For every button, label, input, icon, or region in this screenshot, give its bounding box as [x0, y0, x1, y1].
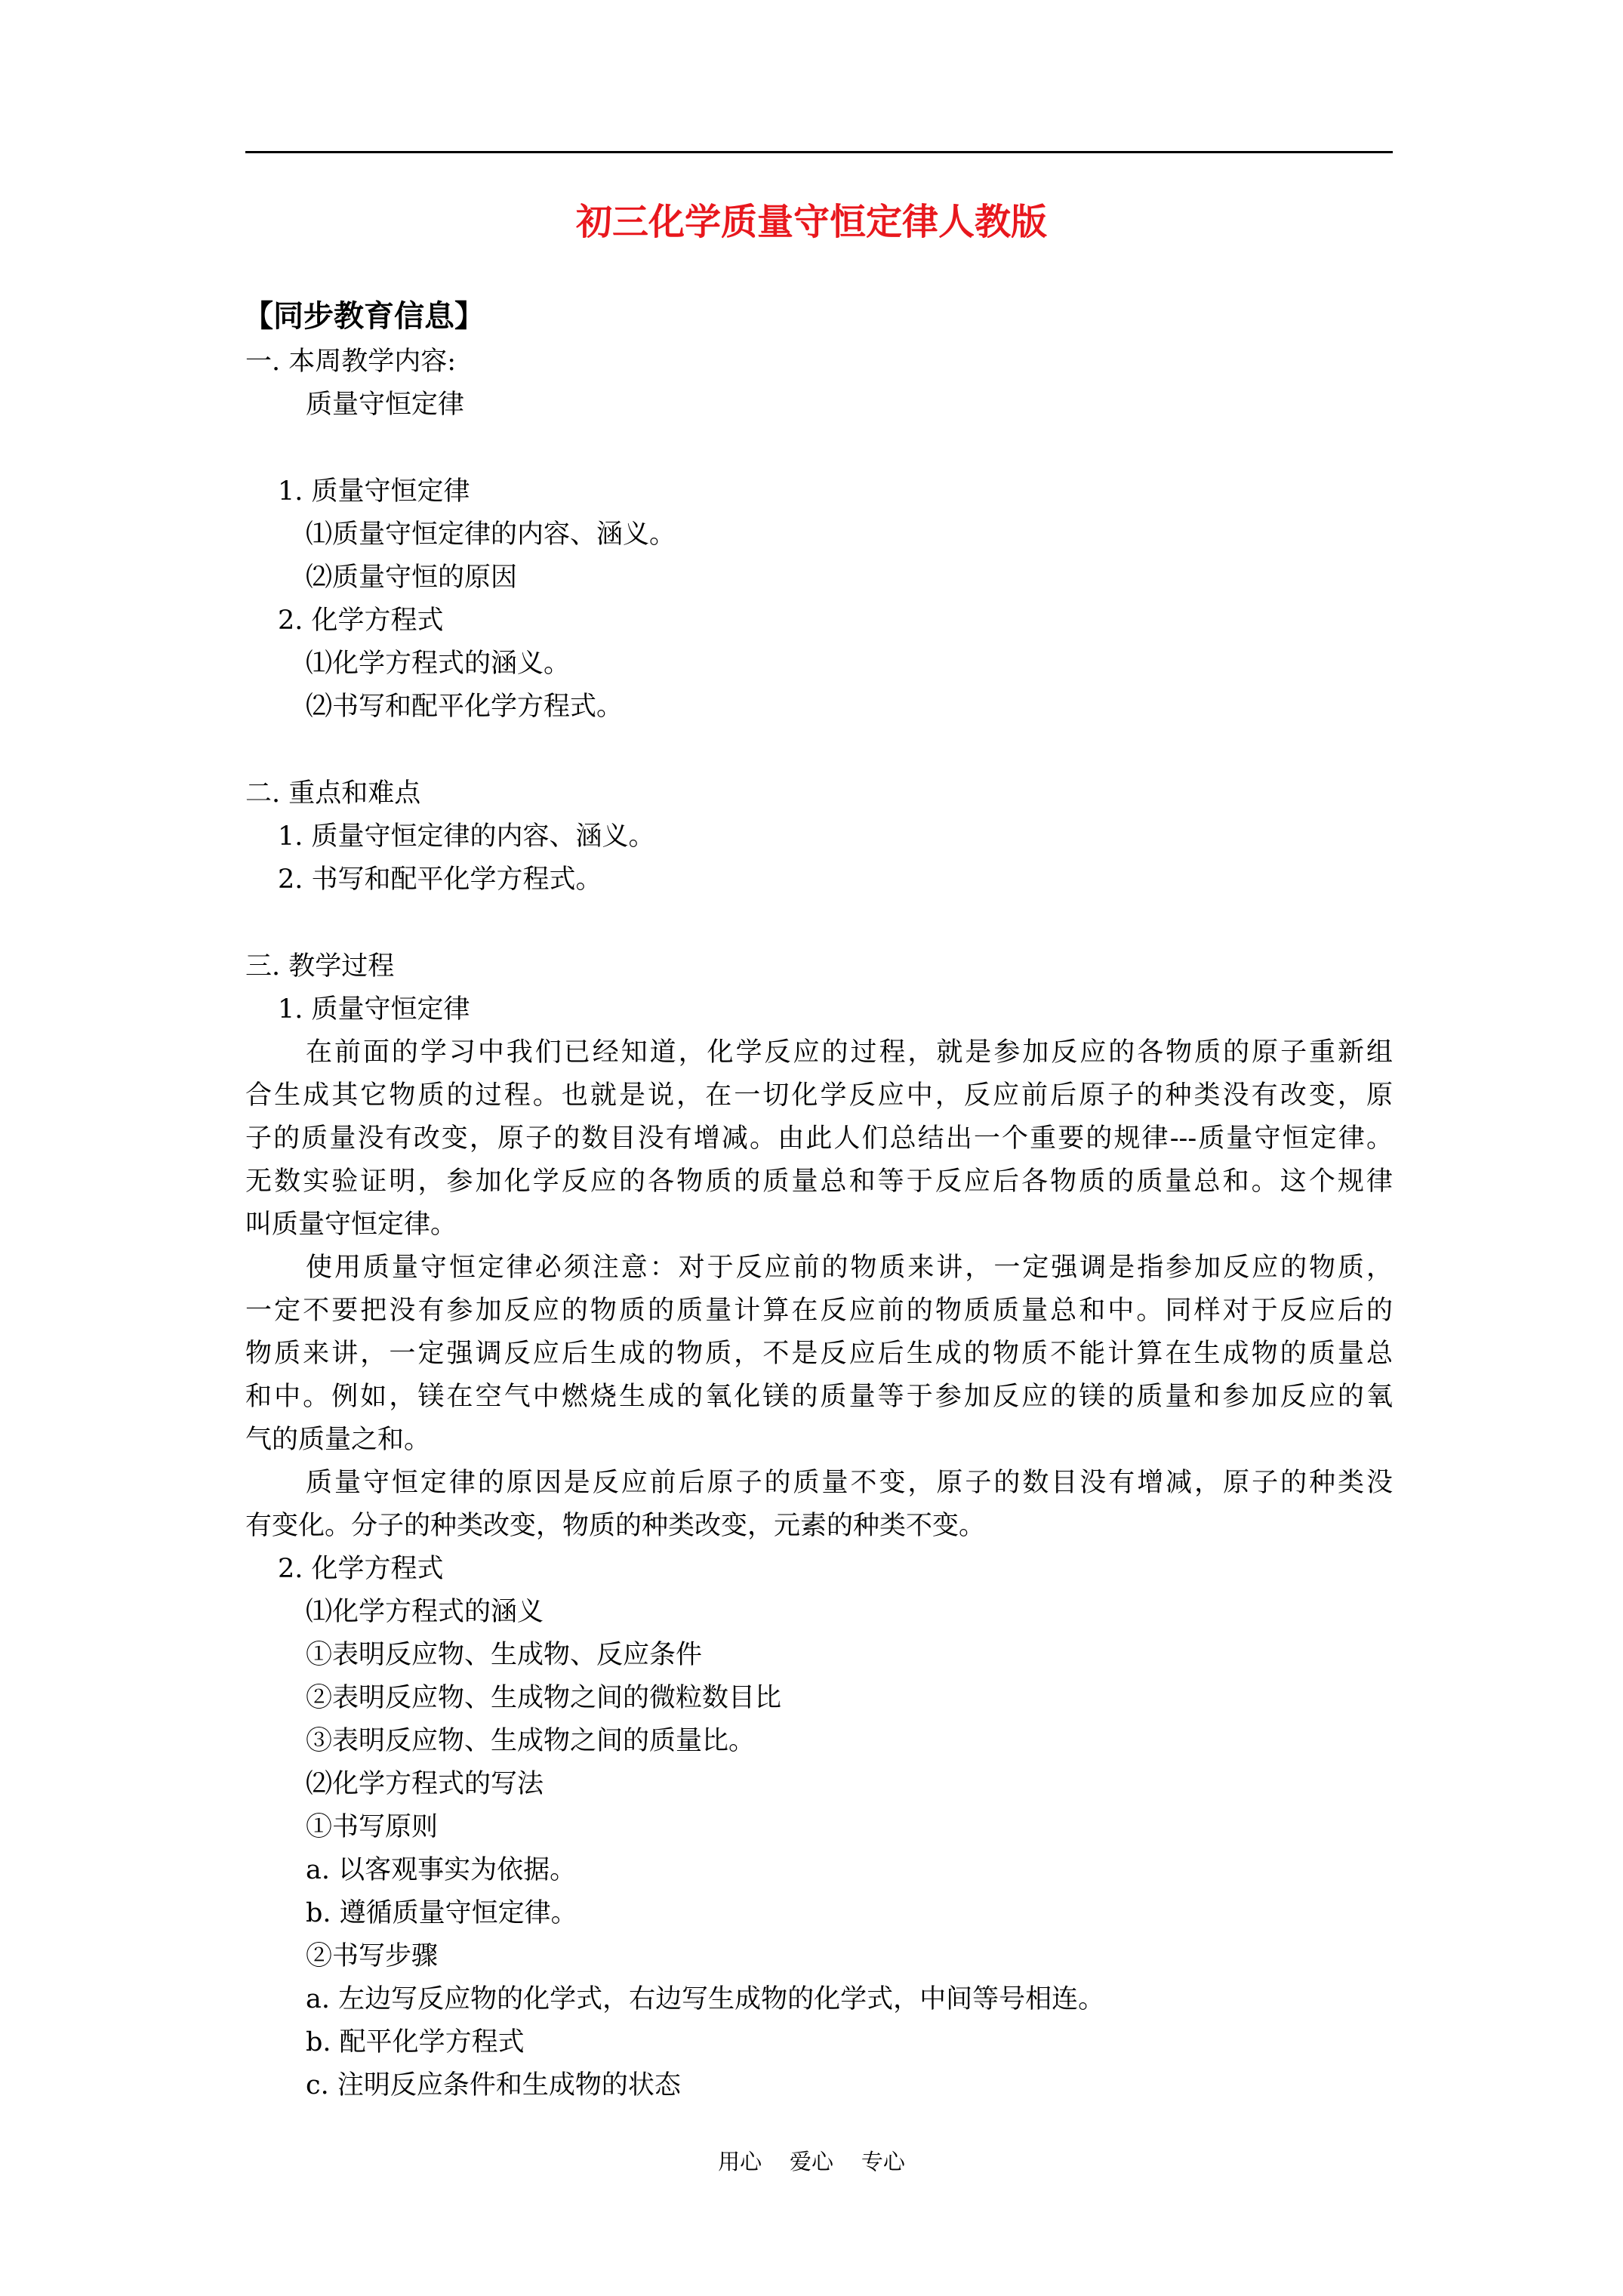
paragraph-line: 有变化。分子的种类改变，物质的种类改变，元素的种类不变。: [245, 1511, 986, 1541]
part1-topic: 质量守恒定律: [306, 390, 465, 420]
part3-sub2: 2. 化学方程式: [278, 1554, 444, 1584]
list-item: c. 注明反应条件和生成物的状态: [306, 2070, 681, 2100]
document-title: 初三化学质量守恒定律人教版: [575, 201, 1047, 243]
header-rule: [245, 151, 1393, 153]
paragraph-line: 一定不要把没有参加反应的物质的质量计算在反应前的物质质量总和中。同样对于反应后的: [245, 1296, 1393, 1326]
part2-item1: 1. 质量守恒定律的内容、涵义。: [278, 821, 655, 852]
list-item: ①书写原则: [306, 1812, 439, 1842]
paragraph-line: 质量守恒定律的原因是反应前后原子的质量不变，原子的数目没有增减，原子的种类没: [306, 1468, 1393, 1498]
part2-item2: 2. 书写和配平化学方程式。: [278, 864, 602, 895]
list-item: ⑵化学方程式的写法: [306, 1769, 544, 1799]
page-footer: 用心 爱心 专心: [718, 2149, 905, 2174]
paragraph-line: 在前面的学习中我们已经知道，化学反应的过程，就是参加反应的各物质的原子重新组: [306, 1037, 1393, 1068]
part1-item2: 2. 化学方程式: [278, 606, 444, 636]
part1-item1-a: ⑴质量守恒定律的内容、涵义。: [306, 519, 676, 550]
paragraph-line: 子的质量没有改变，原子的数目没有增减。由此人们总结出一个重要的规律---质量守恒定律。: [245, 1123, 1393, 1154]
part2-heading: 二. 重点和难点: [245, 778, 421, 809]
paragraph-line: 合生成其它物质的过程。也就是说，在一切化学反应中，反应前后原子的种类没有改变，原: [245, 1080, 1393, 1111]
list-item: ②书写步骤: [306, 1941, 439, 1971]
list-item: a. 以客观事实为依据。: [306, 1855, 577, 1885]
list-item: ⑴化学方程式的涵义: [306, 1597, 544, 1627]
part1-item1: 1. 质量守恒定律: [278, 476, 470, 507]
list-item: ③表明反应物、生成物之间的质量比。: [306, 1726, 756, 1756]
paragraph-line: 无数实验证明，参加化学反应的各物质的质量总和等于反应后各物质的质量总和。这个规律: [245, 1166, 1393, 1197]
paragraph-line: 和中。例如，镁在空气中燃烧生成的氧化镁的质量等于参加反应的镁的质量和参加反应的氧: [245, 1382, 1393, 1412]
part3-heading: 三. 教学过程: [245, 951, 395, 982]
part1-item1-b: ⑵质量守恒的原因: [306, 562, 518, 593]
paragraph-line: 使用质量守恒定律必须注意：对于反应前的物质来讲，一定强调是指参加反应的物质，: [306, 1253, 1393, 1283]
part1-item2-b: ⑵书写和配平化学方程式。: [306, 692, 624, 722]
section-heading: 【同步教育信息】: [243, 298, 485, 334]
list-item: b. 配平化学方程式: [306, 2027, 525, 2057]
part1-heading: 一. 本周教学内容:: [245, 347, 457, 377]
paragraph-line: 叫质量守恒定律。: [245, 1210, 457, 1240]
list-item: b. 遵循质量守恒定律。: [306, 1898, 577, 1928]
paragraph-line: 气的质量之和。: [245, 1425, 431, 1455]
list-item: ②表明反应物、生成物之间的微粒数目比: [306, 1683, 782, 1713]
part1-item2-a: ⑴化学方程式的涵义。: [306, 649, 571, 679]
list-item: a. 左边写反应物的化学式，右边写生成物的化学式，中间等号相连。: [306, 1984, 1105, 2014]
paragraph-line: 物质来讲，一定强调反应后生成的物质，不是反应后生成的物质不能计算在生成物的质量总: [245, 1339, 1393, 1369]
part3-sub1: 1. 质量守恒定律: [278, 994, 470, 1025]
list-item: ①表明反应物、生成物、反应条件: [306, 1640, 703, 1670]
